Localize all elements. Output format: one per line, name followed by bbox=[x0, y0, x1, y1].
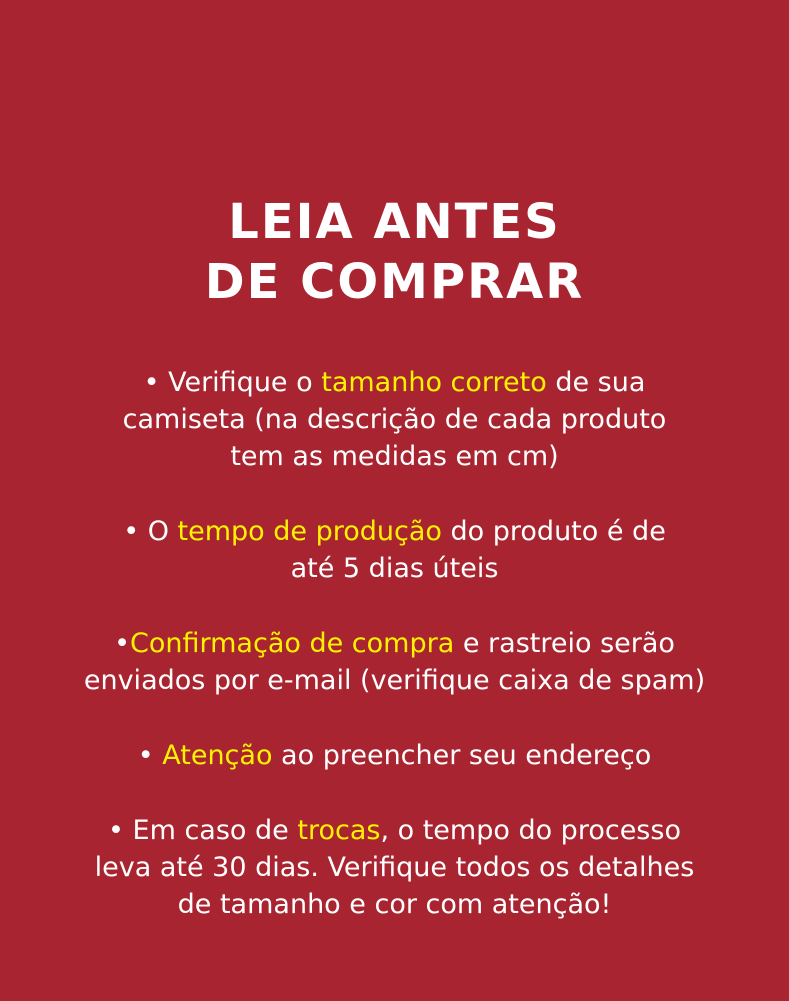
notice-text: • Em caso de bbox=[108, 815, 298, 846]
title-line: DE COMPRAR bbox=[204, 254, 585, 310]
title-line: LEIA ANTES bbox=[228, 194, 561, 250]
notice-line bbox=[45, 513, 745, 550]
notice-text: enviados por e-mail (verifique caixa de spam) bbox=[83, 665, 706, 696]
notice-item bbox=[45, 364, 745, 475]
notice-item bbox=[45, 513, 745, 587]
page-title bbox=[0, 192, 789, 312]
notice-line bbox=[45, 886, 745, 923]
notice-line bbox=[45, 662, 745, 699]
notice-line bbox=[45, 438, 745, 475]
notice-line bbox=[45, 737, 745, 774]
notice-text: • bbox=[114, 628, 131, 659]
notice-text: de sua bbox=[546, 367, 646, 398]
highlighted-text: tempo de produção bbox=[177, 516, 442, 547]
notice-item bbox=[45, 625, 745, 699]
highlighted-text: trocas bbox=[297, 815, 381, 846]
notice-text: leva até 30 dias. Verifique todos os detalhes bbox=[94, 852, 695, 883]
notice-line bbox=[45, 625, 745, 662]
notice-list bbox=[0, 364, 789, 923]
notice-text: • bbox=[137, 740, 163, 771]
notice-text: tem as medidas em cm) bbox=[230, 441, 559, 472]
notice-line bbox=[45, 364, 745, 401]
highlighted-text: tamanho correto bbox=[321, 367, 547, 398]
notice-text: e rastreio serão bbox=[454, 628, 675, 659]
notice-text: até 5 dias úteis bbox=[290, 553, 499, 584]
notice-text: de tamanho e cor com atenção! bbox=[177, 889, 612, 920]
notice-line bbox=[45, 401, 745, 438]
notice-line bbox=[45, 812, 745, 849]
notice-text: • Verifique o bbox=[143, 367, 322, 398]
notice-line bbox=[45, 550, 745, 587]
notice-text: ao preencher seu endereço bbox=[272, 740, 652, 771]
notice-text: , o tempo do processo bbox=[380, 815, 681, 846]
notice-text: • O bbox=[123, 516, 178, 547]
notice-text: camiseta (na descrição de cada produto bbox=[122, 404, 667, 435]
notice-line bbox=[45, 849, 745, 886]
notice-text: do produto é de bbox=[441, 516, 666, 547]
highlighted-text: Atenção bbox=[162, 740, 273, 771]
highlighted-text: Confirmação de compra bbox=[130, 628, 455, 659]
notice-item bbox=[45, 812, 745, 923]
notice-item bbox=[45, 737, 745, 774]
